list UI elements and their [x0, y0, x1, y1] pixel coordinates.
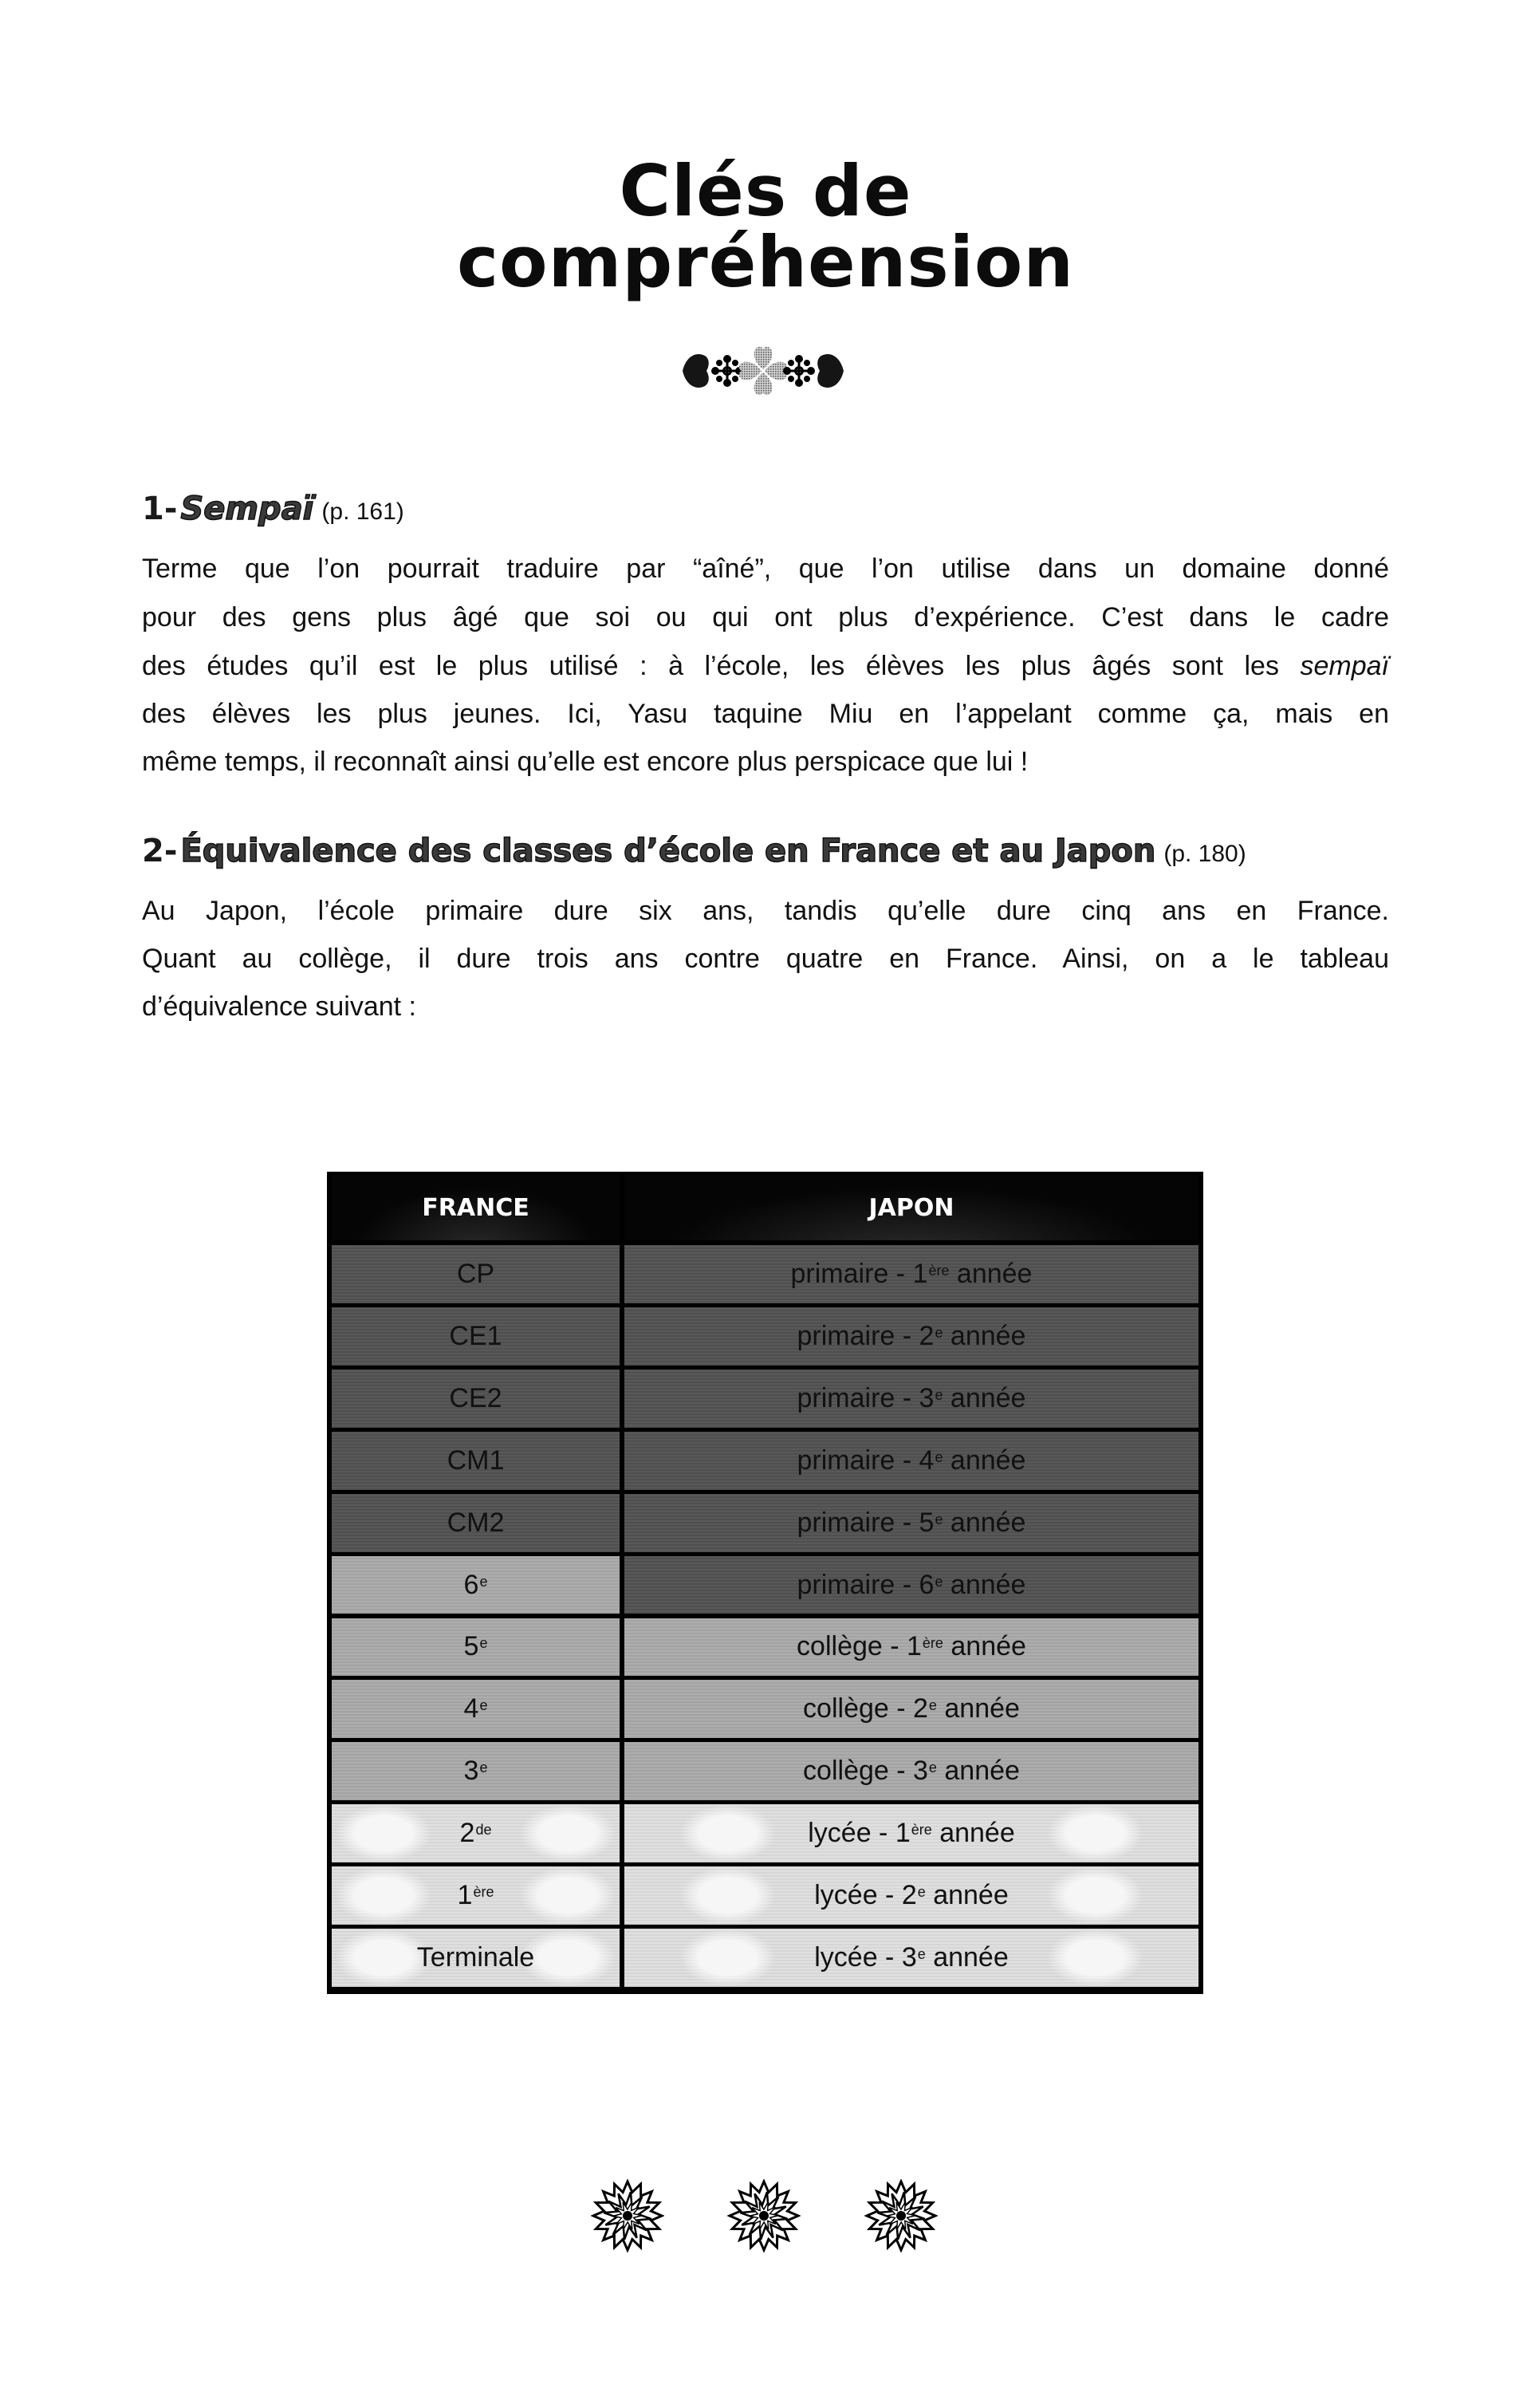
france-class: 5 [463, 1631, 479, 1662]
france-class: 6 [463, 1569, 479, 1600]
flower-icon [591, 2179, 664, 2252]
table-row [330, 1432, 1200, 1490]
superscript: e [935, 1573, 943, 1590]
france-class: 4 [463, 1693, 479, 1724]
japan-class: lycée - 1 [808, 1818, 911, 1849]
cell-japon [624, 1618, 1198, 1677]
table-row [330, 1307, 1200, 1366]
france-class: 2 [459, 1818, 475, 1849]
cell-france [332, 1307, 620, 1366]
section-1-heading [142, 493, 404, 525]
flower-center [896, 2211, 906, 2221]
cell-france [332, 1432, 620, 1490]
japan-class-suffix: année [943, 1320, 1026, 1351]
paragraph-text: des études qu’il est le plus utilisé : à l’école, les élèves les plus âgés sont les [142, 651, 1279, 681]
japan-class: primaire - 1 [790, 1258, 928, 1289]
superscript: de [475, 1822, 492, 1839]
cell-japon [624, 1742, 1198, 1800]
france-class: CE2 [449, 1382, 502, 1413]
italic-term: sempaï [1300, 651, 1389, 681]
japan-class-suffix: année [943, 1569, 1026, 1600]
equivalence-table [327, 1172, 1203, 1994]
cell-japon [624, 1929, 1198, 1987]
paragraph-line: Quant au collège, il dure trois ans contre quatre en France. Ainsi, on a le tableau [142, 944, 1389, 974]
japan-class-suffix: année [949, 1258, 1033, 1289]
japan-class: primaire - 5 [797, 1507, 935, 1538]
paragraph-line: pour des gens plus âgé que soi ou qui ont plus d’expérience. C’est dans le cadre [142, 602, 1389, 633]
title-ornament [678, 345, 848, 397]
japan-class: lycée - 3 [814, 1942, 917, 1973]
superscript: e [479, 1635, 488, 1652]
japan-class-suffix: année [936, 1693, 1020, 1724]
section-number: 2- [142, 833, 178, 869]
table-header-row [330, 1175, 1200, 1240]
superscript: e [479, 1573, 488, 1590]
paragraph-line: Terme que l’on pourrait traduire par “aîné”, que l’on utilise dans un domaine donné [142, 554, 1389, 584]
cell-france [332, 1680, 620, 1738]
cell-japon [624, 1804, 1198, 1862]
cell-japon [624, 1866, 1198, 1925]
page-title-line-2: compréhension [456, 221, 1075, 303]
japan-class-suffix: année [931, 1818, 1015, 1849]
paragraph-line [142, 642, 1389, 690]
france-class: CE1 [449, 1320, 502, 1351]
table-row [330, 1742, 1200, 1800]
france-class: Terminale [416, 1942, 535, 1973]
japan-class: primaire - 4 [797, 1444, 935, 1476]
japan-class: primaire - 6 [797, 1569, 935, 1600]
section-2-heading [142, 835, 1246, 867]
superscript: e [479, 1697, 488, 1714]
japan-class: collège - 1 [797, 1631, 922, 1662]
superscript: e [935, 1386, 943, 1403]
superscript: e [917, 1946, 926, 1963]
section-term: Sempaï [180, 491, 314, 527]
japan-class-suffix: année [936, 1756, 1020, 1787]
superscript: e [935, 1448, 943, 1465]
page-reference: (p. 161) [321, 499, 404, 525]
japan-class: lycée - 2 [814, 1880, 917, 1911]
japan-class: collège - 2 [803, 1693, 928, 1724]
page-title-line-1: Clés de [619, 150, 912, 232]
table-row [330, 1680, 1200, 1738]
flower-icon [727, 2179, 801, 2252]
japan-class-suffix: année [925, 1880, 1009, 1911]
superscript: e [935, 1511, 943, 1527]
snowflake-icon [711, 355, 743, 387]
superscript: ère [911, 1822, 932, 1839]
header-japon: JAPON [624, 1175, 1198, 1240]
cell-japon [624, 1432, 1198, 1490]
table-row [330, 1618, 1200, 1677]
japan-class: primaire - 3 [797, 1382, 935, 1413]
paragraph-line: des élèves les plus jeunes. Ici, Yasu taquine Miu en l’appelant comme ça, mais en [142, 699, 1389, 729]
table-row [330, 1245, 1200, 1303]
flower-center [759, 2211, 769, 2221]
cell-france [332, 1804, 620, 1862]
snowflake-icon [783, 355, 815, 387]
page-reference: (p. 180) [1163, 841, 1246, 867]
cell-france [332, 1494, 620, 1552]
japan-class: primaire - 2 [797, 1320, 935, 1351]
superscript: ère [922, 1635, 943, 1652]
cell-japon [624, 1680, 1198, 1738]
cell-france [332, 1742, 620, 1800]
section-number: 1- [142, 491, 178, 527]
table-row [330, 1494, 1200, 1552]
paragraph-line: Au Japon, l’école primaire dure six ans, tandis qu’elle dure cinq ans en France. [142, 896, 1389, 926]
section-term: Équivalence des classes d’école en France et au Japon [180, 833, 1156, 869]
table-row [330, 1866, 1200, 1925]
cell-france [332, 1370, 620, 1428]
cell-japon [624, 1370, 1198, 1428]
france-class: 1 [457, 1880, 473, 1911]
japan-class-suffix: année [943, 1507, 1026, 1538]
france-class: CP [456, 1258, 495, 1289]
cell-japon [624, 1245, 1198, 1303]
france-class: CM2 [447, 1507, 505, 1538]
heart-right-icon [817, 354, 844, 388]
superscript: e [935, 1324, 943, 1341]
table-row [330, 1556, 1200, 1614]
cell-france [332, 1245, 620, 1303]
flower-center [623, 2211, 632, 2221]
table-row [330, 1804, 1200, 1862]
france-class: CM1 [447, 1444, 505, 1476]
japan-class-suffix: année [943, 1444, 1026, 1476]
flower-icon [864, 2179, 938, 2252]
cell-france [332, 1866, 620, 1925]
japan-class-suffix: année [943, 1631, 1026, 1662]
table-row [330, 1370, 1200, 1428]
superscript: ère [473, 1884, 494, 1901]
superscript: e [479, 1760, 488, 1776]
superscript: e [928, 1697, 937, 1714]
superscript: e [917, 1884, 926, 1901]
heart-left-icon [683, 354, 709, 388]
header-france: FRANCE [332, 1175, 620, 1240]
superscript: e [928, 1760, 937, 1776]
japan-class: collège - 3 [803, 1756, 928, 1787]
france-class: 3 [463, 1756, 479, 1787]
paragraph-line: d’équivalence suivant : [142, 991, 417, 1022]
cell-japon [624, 1494, 1198, 1552]
japan-class-suffix: année [943, 1382, 1026, 1413]
cell-france [332, 1556, 620, 1614]
paragraph-line: même temps, il reconnaît ainsi qu’elle est encore plus perspicace que lui ! [142, 747, 1029, 777]
superscript: ère [928, 1262, 950, 1279]
cell-france [332, 1929, 620, 1987]
japan-class-suffix: année [925, 1942, 1009, 1973]
cell-japon [624, 1556, 1198, 1614]
cell-france [332, 1618, 620, 1677]
cell-japon [624, 1307, 1198, 1366]
table-row [330, 1929, 1200, 1987]
clover-icon [739, 347, 787, 395]
